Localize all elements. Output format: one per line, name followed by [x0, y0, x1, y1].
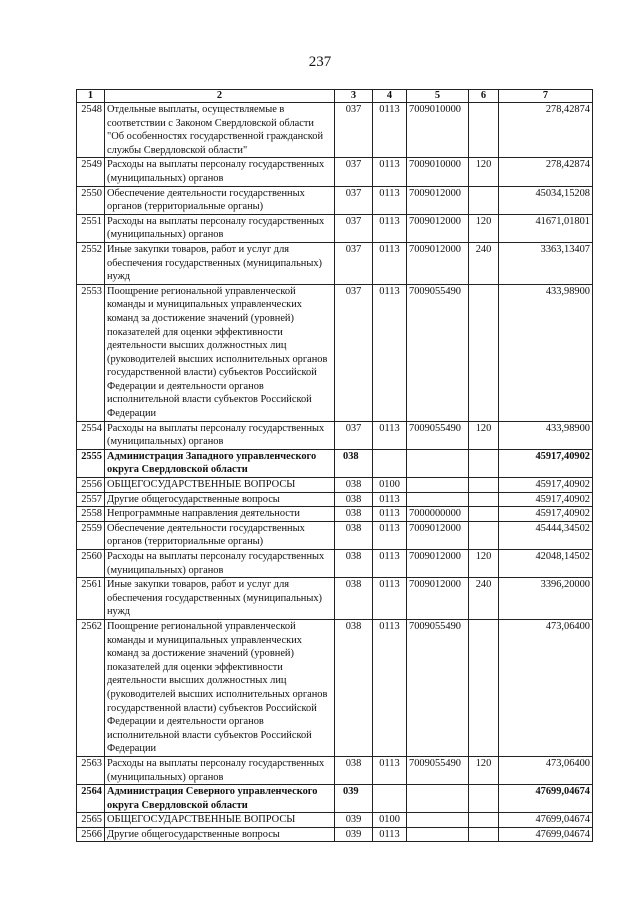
- header-row: [77, 90, 593, 103]
- amount-cell: 45917,40902: [499, 449, 593, 477]
- row-number-cell: 2562: [77, 619, 105, 756]
- description-cell: Поощрение региональной управленческой команды и муниципальных управленческих команд за достижение значений (уровней) показателей для оценки эффективности деятельности высших должностных лиц (руководителей высших исполнительных органов государственной власти) субъектов Российской Федерации и деятельности органов исполнительной власти субъектов Российской Федерации: [105, 284, 335, 421]
- row-number-cell: 2558: [77, 507, 105, 522]
- table-row: [77, 449, 593, 477]
- amount-cell: 47699,04674: [499, 813, 593, 828]
- row-number-cell: 2560: [77, 550, 105, 578]
- target-code-cell: [407, 449, 469, 477]
- amount-cell: 41671,01801: [499, 214, 593, 242]
- target-code-cell: [407, 492, 469, 507]
- target-code-cell: 7009055490: [407, 756, 469, 784]
- table-row: [77, 578, 593, 620]
- description-cell: ОБЩЕГОСУДАРСТВЕННЫЕ ВОПРОСЫ: [105, 813, 335, 828]
- target-code-cell: 7009012000: [407, 242, 469, 284]
- description-cell: Поощрение региональной управленческой команды и муниципальных управленческих команд за достижение значений (уровней) показателей для оценки эффективности деятельности высших должностных лиц (руководителей высших исполнительных органов государственной власти) субъектов Российской Федерации и деятельности органов исполнительной власти субъектов Российской Федерации: [105, 619, 335, 756]
- amount-cell: 45917,40902: [499, 478, 593, 493]
- amount-cell: 3396,20000: [499, 578, 593, 620]
- admin-code-cell: 038: [335, 550, 373, 578]
- expense-type-cell: [469, 186, 499, 214]
- admin-code-cell: 038: [335, 578, 373, 620]
- row-number-cell: 2550: [77, 186, 105, 214]
- row-number-cell: 2564: [77, 785, 105, 813]
- section-code-cell: 0113: [373, 186, 407, 214]
- admin-code-cell: 037: [335, 214, 373, 242]
- description-cell: ОБЩЕГОСУДАРСТВЕННЫЕ ВОПРОСЫ: [105, 478, 335, 493]
- table-row: [77, 186, 593, 214]
- section-code-cell: 0113: [373, 492, 407, 507]
- section-code-cell: 0113: [373, 507, 407, 522]
- section-code-cell: 0113: [373, 103, 407, 158]
- amount-cell: 3363,13407: [499, 242, 593, 284]
- admin-code-cell: 037: [335, 158, 373, 186]
- admin-code-cell: 037: [335, 421, 373, 449]
- amount-cell: 278,42874: [499, 158, 593, 186]
- expense-type-cell: 120: [469, 550, 499, 578]
- table-row: [77, 827, 593, 842]
- admin-code-cell: 037: [335, 186, 373, 214]
- target-code-cell: 7009012000: [407, 550, 469, 578]
- amount-cell: 42048,14502: [499, 550, 593, 578]
- expense-type-cell: [469, 103, 499, 158]
- section-code-cell: 0100: [373, 813, 407, 828]
- section-code-cell: 0113: [373, 550, 407, 578]
- section-code-cell: 0113: [373, 284, 407, 421]
- expense-type-cell: [469, 507, 499, 522]
- table-row: [77, 756, 593, 784]
- amount-cell: 45917,40902: [499, 507, 593, 522]
- row-number-cell: 2554: [77, 421, 105, 449]
- amount-cell: 473,06400: [499, 756, 593, 784]
- table-row: [77, 478, 593, 493]
- description-cell: Другие общегосударственные вопросы: [105, 492, 335, 507]
- description-cell: Другие общегосударственные вопросы: [105, 827, 335, 842]
- section-code-cell: 0113: [373, 421, 407, 449]
- admin-code-cell: 037: [335, 242, 373, 284]
- description-cell: Непрограммные направления деятельности: [105, 507, 335, 522]
- target-code-cell: 7009010000: [407, 158, 469, 186]
- target-code-cell: [407, 478, 469, 493]
- section-code-cell: 0113: [373, 827, 407, 842]
- target-code-cell: [407, 827, 469, 842]
- table-row: [77, 214, 593, 242]
- admin-code-cell: 038: [335, 619, 373, 756]
- expense-type-cell: [469, 827, 499, 842]
- expense-type-cell: 120: [469, 421, 499, 449]
- section-code-cell: [373, 785, 407, 813]
- expense-type-cell: 240: [469, 578, 499, 620]
- target-code-cell: 7009012000: [407, 186, 469, 214]
- row-number-cell: 2559: [77, 521, 105, 549]
- row-number-cell: 2561: [77, 578, 105, 620]
- description-cell: Отдельные выплаты, осуществляемые в соответствии с Законом Свердловской области "Об особенностях государственной гражданской службы Свердловской области": [105, 103, 335, 158]
- table-row: [77, 284, 593, 421]
- admin-code-cell: 038: [335, 756, 373, 784]
- admin-code-cell: 038: [335, 492, 373, 507]
- amount-cell: 47699,04674: [499, 827, 593, 842]
- header-cell: 1: [77, 90, 105, 103]
- admin-code-cell: 038: [335, 521, 373, 549]
- admin-code-cell: 039: [335, 813, 373, 828]
- description-cell: Расходы на выплаты персоналу государственных (муниципальных) органов: [105, 756, 335, 784]
- description-cell: Расходы на выплаты персоналу государственных (муниципальных) органов: [105, 158, 335, 186]
- header-cell: 5: [407, 90, 469, 103]
- table-row: [77, 785, 593, 813]
- target-code-cell: 7009055490: [407, 619, 469, 756]
- section-code-cell: 0113: [373, 756, 407, 784]
- table-row: [77, 521, 593, 549]
- target-code-cell: 7009010000: [407, 103, 469, 158]
- section-code-cell: 0100: [373, 478, 407, 493]
- description-cell: Администрация Западного управленческого округа Свердловской области: [105, 449, 335, 477]
- target-code-cell: [407, 813, 469, 828]
- table-row: [77, 103, 593, 158]
- amount-cell: 45917,40902: [499, 492, 593, 507]
- amount-cell: 433,98900: [499, 284, 593, 421]
- expense-type-cell: [469, 619, 499, 756]
- expense-type-cell: [469, 284, 499, 421]
- row-number-cell: 2553: [77, 284, 105, 421]
- target-code-cell: 7000000000: [407, 507, 469, 522]
- row-number-cell: 2552: [77, 242, 105, 284]
- section-code-cell: 0113: [373, 521, 407, 549]
- admin-code-cell: 039: [335, 785, 373, 813]
- target-code-cell: 7009012000: [407, 578, 469, 620]
- header-cell: 6: [469, 90, 499, 103]
- row-number-cell: 2563: [77, 756, 105, 784]
- amount-cell: 45444,34502: [499, 521, 593, 549]
- header-cell: 2: [105, 90, 335, 103]
- header-cell: 7: [499, 90, 593, 103]
- description-cell: Администрация Северного управленческого округа Свердловской области: [105, 785, 335, 813]
- section-code-cell: 0113: [373, 158, 407, 186]
- table-row: [77, 813, 593, 828]
- row-number-cell: 2556: [77, 478, 105, 493]
- amount-cell: 473,06400: [499, 619, 593, 756]
- row-number-cell: 2557: [77, 492, 105, 507]
- expense-type-cell: 120: [469, 214, 499, 242]
- section-code-cell: 0113: [373, 619, 407, 756]
- expense-type-cell: [469, 478, 499, 493]
- expense-type-cell: [469, 813, 499, 828]
- admin-code-cell: 039: [335, 827, 373, 842]
- target-code-cell: 7009055490: [407, 421, 469, 449]
- description-cell: Обеспечение деятельности государственных органов (территориальные органы): [105, 521, 335, 549]
- section-code-cell: [373, 449, 407, 477]
- target-code-cell: 7009012000: [407, 214, 469, 242]
- section-code-cell: 0113: [373, 242, 407, 284]
- section-code-cell: 0113: [373, 214, 407, 242]
- admin-code-cell: 038: [335, 449, 373, 477]
- row-number-cell: 2555: [77, 449, 105, 477]
- target-code-cell: [407, 785, 469, 813]
- admin-code-cell: 038: [335, 507, 373, 522]
- admin-code-cell: 037: [335, 103, 373, 158]
- row-number-cell: 2551: [77, 214, 105, 242]
- amount-cell: 45034,15208: [499, 186, 593, 214]
- expense-type-cell: 240: [469, 242, 499, 284]
- description-cell: Расходы на выплаты персоналу государственных (муниципальных) органов: [105, 550, 335, 578]
- table-row: [77, 507, 593, 522]
- table-row: [77, 242, 593, 284]
- amount-cell: 278,42874: [499, 103, 593, 158]
- admin-code-cell: 038: [335, 478, 373, 493]
- expense-type-cell: [469, 492, 499, 507]
- header-cell: 4: [373, 90, 407, 103]
- page-number: 237: [308, 54, 332, 70]
- target-code-cell: 7009012000: [407, 521, 469, 549]
- description-cell: Обеспечение деятельности государственных органов (территориальные органы): [105, 186, 335, 214]
- admin-code-cell: 037: [335, 284, 373, 421]
- row-number-cell: 2565: [77, 813, 105, 828]
- row-number-cell: 2548: [77, 103, 105, 158]
- section-code-cell: 0113: [373, 578, 407, 620]
- table-row: [77, 550, 593, 578]
- table-row: [77, 158, 593, 186]
- expense-type-cell: [469, 521, 499, 549]
- description-cell: Иные закупки товаров, работ и услуг для обеспечения государственных (муниципальных) нужд: [105, 578, 335, 620]
- row-number-cell: 2549: [77, 158, 105, 186]
- table-row: [77, 619, 593, 756]
- target-code-cell: 7009055490: [407, 284, 469, 421]
- description-cell: Расходы на выплаты персоналу государственных (муниципальных) органов: [105, 421, 335, 449]
- amount-cell: 47699,04674: [499, 785, 593, 813]
- description-cell: Расходы на выплаты персоналу государственных (муниципальных) органов: [105, 214, 335, 242]
- row-number-cell: 2566: [77, 827, 105, 842]
- expense-type-cell: 120: [469, 158, 499, 186]
- amount-cell: 433,98900: [499, 421, 593, 449]
- expense-type-cell: 120: [469, 756, 499, 784]
- expense-type-cell: [469, 785, 499, 813]
- description-cell: Иные закупки товаров, работ и услуг для обеспечения государственных (муниципальных) нужд: [105, 242, 335, 284]
- budget-table: [76, 89, 593, 842]
- table-row: [77, 421, 593, 449]
- header-cell: 3: [335, 90, 373, 103]
- expense-type-cell: [469, 449, 499, 477]
- table-row: [77, 492, 593, 507]
